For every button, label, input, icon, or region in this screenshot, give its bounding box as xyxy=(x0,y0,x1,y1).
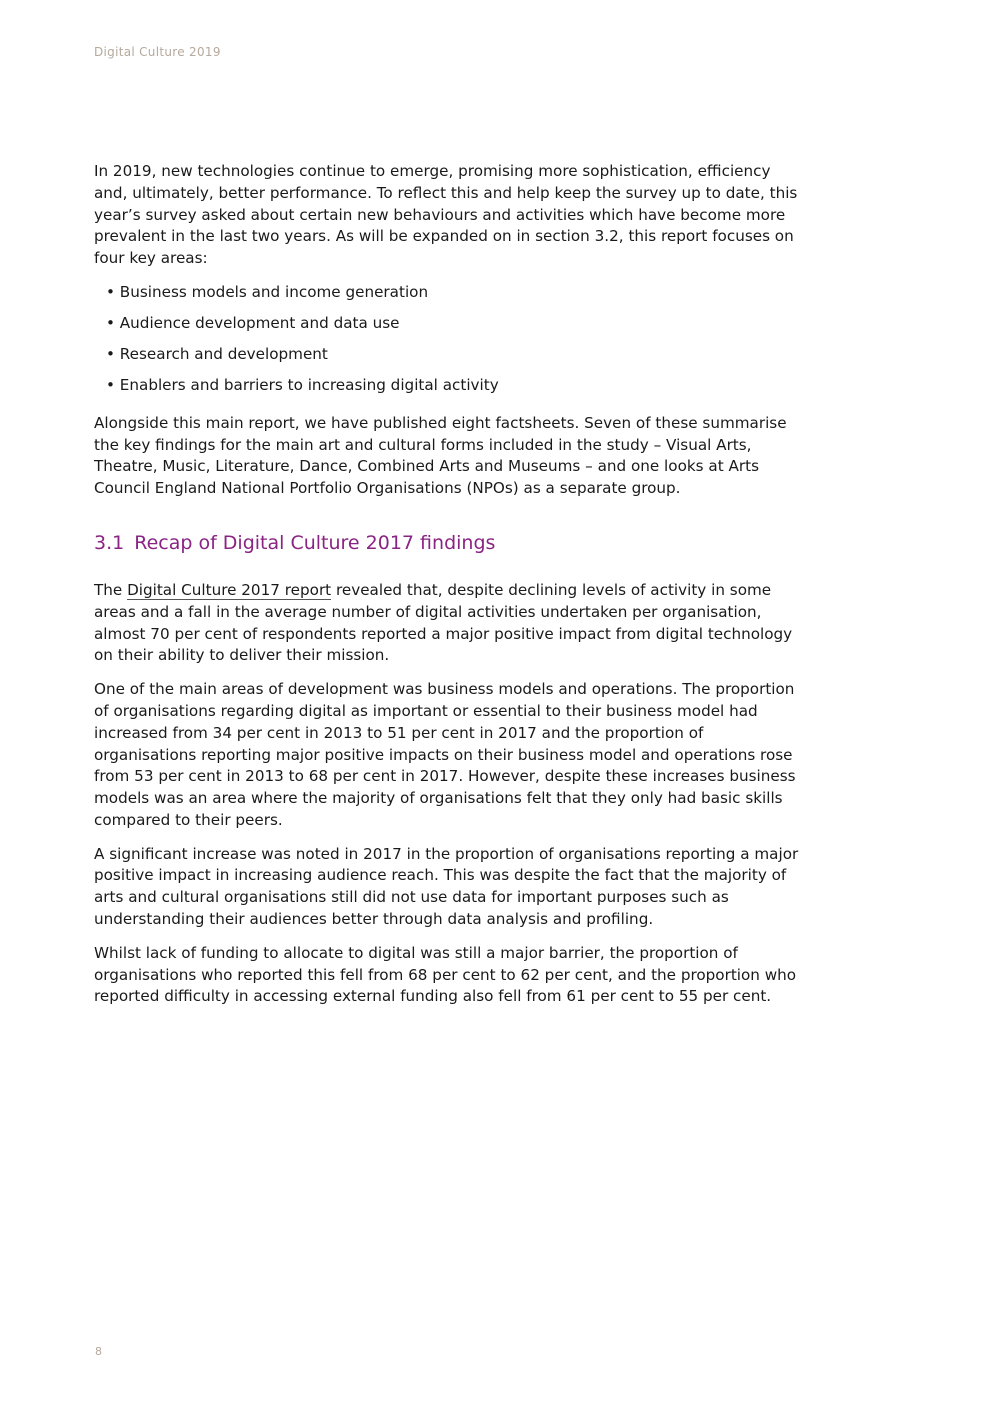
recap-paragraph-4: Whilst lack of funding to allocate to digital was still a major barrier, the proportion of organisations who reported this fell from 68 per cent to 62 per cent, and the proportion who reported difficulty in accessing external funding also fell from 61 per cent to 55 per cent. xyxy=(94,943,797,1006)
factsheets-paragraph: Alongside this main report, we have published eight factsheets. Seven of these summarise the key findings for the main art and cultural forms included in the study – Visual Arts, Theatre, Music, Literature, Dance, Combined Arts and Museums – and one looks at Arts Council England National Portfolio Organisations (NPOs) as a separate group. xyxy=(94,413,787,498)
page-number: 8 xyxy=(95,1345,102,1358)
page-content xyxy=(94,161,804,1008)
recap-paragraph-1 xyxy=(94,580,804,667)
section-title: Recap of Digital Culture 2017 findings xyxy=(134,531,496,554)
running-header: Digital Culture 2019 xyxy=(94,45,221,59)
recap-paragraph-1-text: revealed that, despite declining levels of activity in some areas and a fall in the average number of digital activities undertaken per organisation, almost 70 per cent of respondents reported a major positive impact from digital technology on their ability to deliver their mission. xyxy=(94,580,793,665)
intro-paragraph: In 2019, new technologies continue to emerge, promising more sophistication, efficiency and, ultimately, better performance. To reflect this and help keep the survey up to date, this year’s survey asked about certain new behaviours and activities which have become more prevalent in the last two years. As will be expanded on in section 3.2, this report focuses on four key areas: xyxy=(94,162,798,268)
focus-areas-list xyxy=(94,282,804,397)
section-number: 3.1 xyxy=(94,531,125,554)
list-item: • Enablers and barriers to increasing digital activity xyxy=(106,375,804,397)
section-heading xyxy=(94,530,804,556)
recap-paragraph-1-prefix: The xyxy=(94,580,128,599)
recap-paragraph-2: One of the main areas of development was business models and operations. The proportion of organisations regarding digital as important or essential to their business model had increased from 34 per cent in 2013 to 51 per cent in 2017 and the proportion of organisations reporting major positive impacts on their business model and operations rose from 53 per cent in 2013 to 68 per cent in 2017. However, despite these increases business models was an area where the majority of organisations felt that they only had basic skills compared to their peers. xyxy=(94,680,796,829)
recap-paragraph-3: A significant increase was noted in 2017 in the proportion of organisations reporting a major positive impact in increasing audience reach. This was despite the fact that the majority of arts and cultural organisations still did not use data for important purposes such as understanding their audiences better through data analysis and profiling. xyxy=(94,844,799,929)
digital-culture-2017-report-link[interactable]: Digital Culture 2017 report xyxy=(127,580,332,599)
list-item: • Audience development and data use xyxy=(106,313,804,335)
list-item: • Business models and income generation xyxy=(106,282,804,304)
list-item: • Research and development xyxy=(106,344,804,366)
